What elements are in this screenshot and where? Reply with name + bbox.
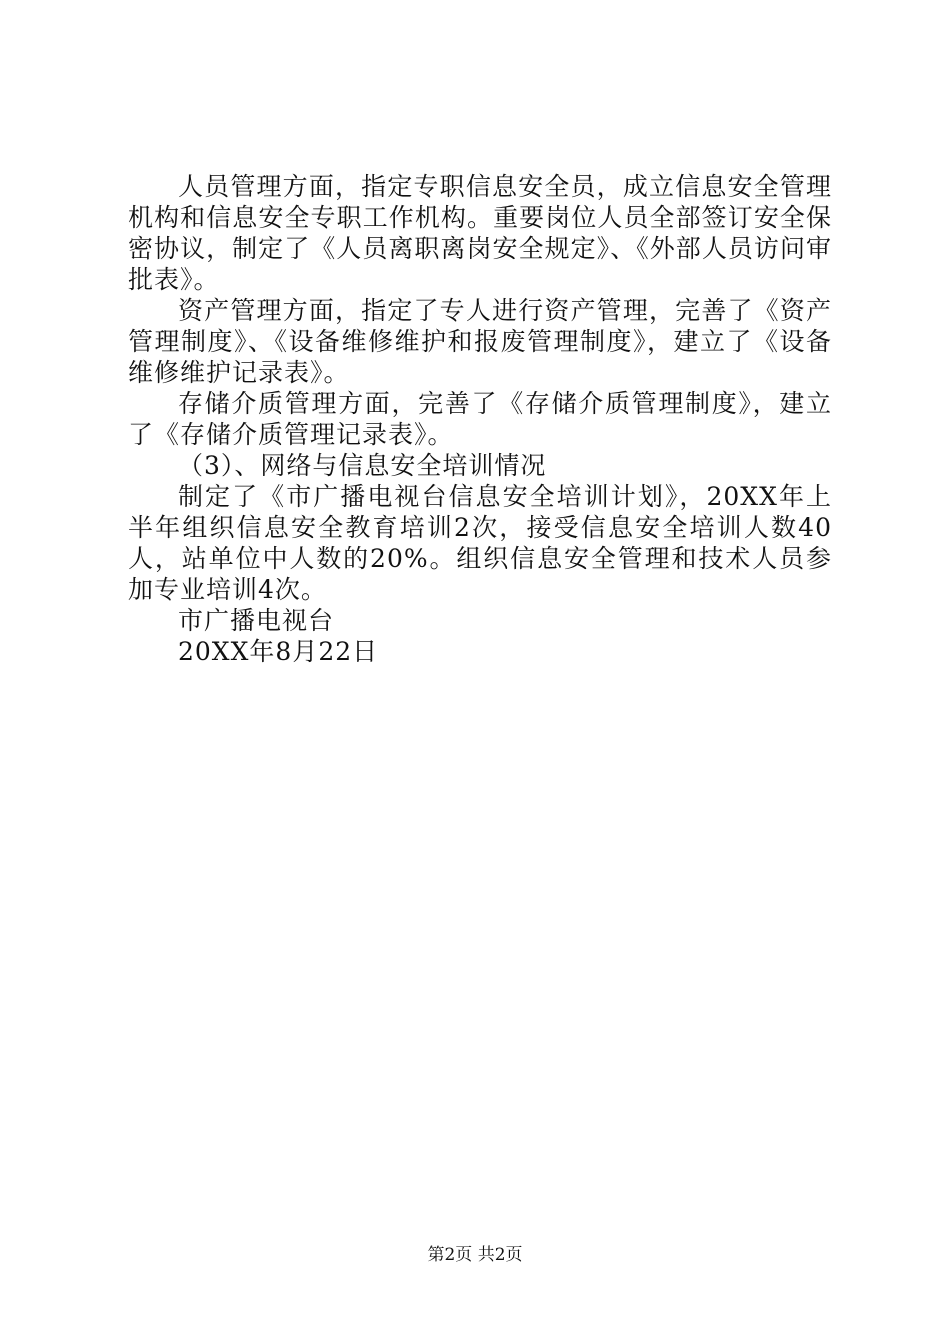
signature-organization: 市广播电视台: [178, 606, 335, 635]
paragraph-personnel-management: 人员管理方面，指定专职信息安全员，成立信息安全管理机构和信息安全专职工作机构。重要岗位人员全部签订安全保密协议，制定了《人员离职离岗安全规定》、《外部人员访问审批表》。: [128, 172, 832, 294]
paragraph-asset-management: 资产管理方面，指定了专人进行资产管理，完善了《资产管理制度》、《设备维修维护和报废管理制度》，建立了《设备维修维护记录表》。: [128, 296, 832, 387]
signature-date: 20XX年8月22日: [178, 637, 379, 666]
section-heading-training: （3）、网络与信息安全培训情况: [178, 451, 547, 480]
page-number-footer: 第2页 共2页: [427, 1245, 523, 1265]
paragraph-training-details: 制定了《市广播电视台信息安全培训计划》，20XX年上半年组织信息安全教育培训2次，接受信息安全培训人数40人，站单位中人数的20%。组织信息安全管理和技术人员参加专业培训4次。: [128, 482, 832, 604]
document-body: [128, 171, 832, 667]
paragraph-storage-media-management: 存储介质管理方面，完善了《存储介质管理制度》，建立了《存储介质管理记录表》。: [128, 389, 832, 449]
